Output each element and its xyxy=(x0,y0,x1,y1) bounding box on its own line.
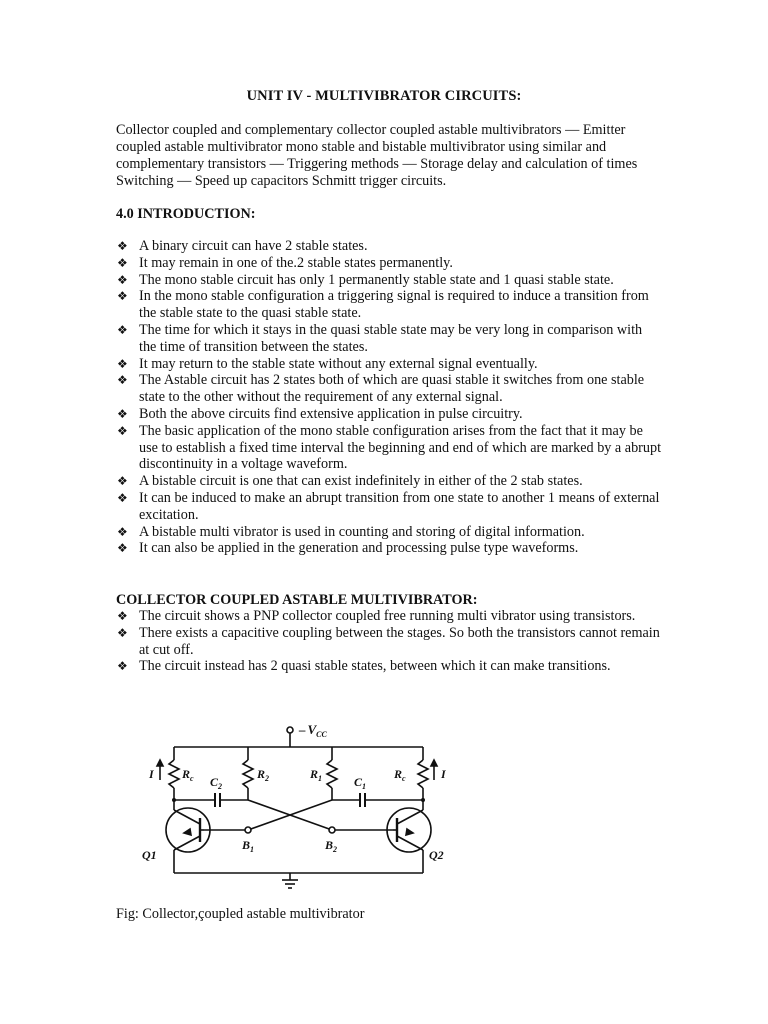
diamond-bullet-icon: ❖ xyxy=(117,524,128,539)
b2-label: B xyxy=(325,838,334,852)
current-i-right-label: I xyxy=(441,767,446,781)
collector-coupled-bullet-list xyxy=(116,608,661,675)
bullet-item xyxy=(116,288,661,322)
diamond-bullet-icon: ❖ xyxy=(117,625,128,640)
bullet-item xyxy=(116,658,661,675)
bullet-text: It can also be applied in the generation and processing pulse type waveforms. xyxy=(139,540,579,557)
bullet-item xyxy=(116,423,661,473)
b1-label: B xyxy=(242,838,251,852)
diamond-bullet-icon: ❖ xyxy=(117,474,128,489)
svg-text:C1 xyxy=(354,775,366,791)
vcc-minus-sign: – xyxy=(299,722,306,737)
bullet-text: The circuit shows a PNP collector coupled free running multi vibrator using transistors. xyxy=(139,608,636,624)
b1-subscript: 1 xyxy=(250,845,255,854)
diamond-bullet-icon: ❖ xyxy=(117,289,128,304)
bullet-text: The time for which it stays in the quasi stable state may be very long in comparison with the time of transition between the states. xyxy=(139,321,643,355)
vcc-terminal xyxy=(287,722,328,747)
r2-label: R xyxy=(257,767,266,781)
r1-label: R xyxy=(310,767,319,781)
svg-text:B2 xyxy=(324,838,337,854)
bullet-text: The mono stable circuit has only 1 permanently stable state and 1 quasi stable state. xyxy=(139,271,614,288)
diamond-bullet-icon: ❖ xyxy=(117,659,128,674)
rc-right-subscript: c xyxy=(402,774,406,783)
bullet-item xyxy=(116,540,661,557)
diamond-bullet-icon: ❖ xyxy=(117,423,128,438)
b2-subscript: 2 xyxy=(333,845,338,854)
svg-text:–VCC xyxy=(298,722,328,739)
q1-label: Q1 xyxy=(142,848,157,862)
base-node-b1 xyxy=(204,827,254,854)
bullet-item xyxy=(116,356,661,373)
vcc-subscript: CC xyxy=(316,730,327,739)
bullet-text: Both the above circuits find extensive application in pulse circuitry. xyxy=(139,405,523,422)
bullet-item xyxy=(116,372,661,406)
section-heading-introduction: 4.0 INTRODUCTION: xyxy=(116,206,256,222)
diamond-bullet-icon: ❖ xyxy=(117,406,128,421)
bullet-text: It can be induced to make an abrupt transition from one state to another 1 means of external excitation. xyxy=(139,489,660,523)
bullet-item xyxy=(116,625,661,659)
bullet-text: The Astable circuit has 2 states both of which are quasi stable it switches from one stable state to the other without the requirement of any external signal. xyxy=(139,372,645,406)
diamond-bullet-icon: ❖ xyxy=(117,239,128,253)
diamond-bullet-icon: ❖ xyxy=(117,490,128,505)
transistor-q1 xyxy=(142,800,210,873)
figure-caption: Fig: Collector,çoupled astable multivibrator xyxy=(116,906,365,922)
resistor-rc-right xyxy=(393,747,447,800)
bullet-item xyxy=(116,406,661,423)
ground-symbol xyxy=(282,873,298,888)
diamond-bullet-icon: ❖ xyxy=(117,255,128,270)
bullet-text: It may remain in one of the.2 stable states permanently. xyxy=(139,254,453,271)
diamond-bullet-icon: ❖ xyxy=(117,272,128,287)
svg-text:Rc xyxy=(181,767,194,783)
bullet-item xyxy=(116,473,661,490)
svg-text:C2 xyxy=(210,775,222,791)
transistor-q2 xyxy=(387,800,444,873)
bullet-item xyxy=(116,238,661,255)
bullet-text: A bistable multi vibrator is used in counting and storing of digital information. xyxy=(139,523,585,540)
svg-text:B1 xyxy=(241,838,254,854)
diamond-bullet-icon: ❖ xyxy=(117,541,128,556)
multivibrator-circuit-diagram xyxy=(138,716,448,896)
bullet-item xyxy=(116,322,661,356)
resistor-r1 xyxy=(309,747,337,800)
bullet-text: There exists a capacitive coupling between the stages. So both the transistors cannot remain at cut off. xyxy=(139,624,660,658)
cross-coupling-wires xyxy=(248,800,332,830)
diamond-bullet-icon: ❖ xyxy=(117,373,128,388)
diamond-bullet-icon: ❖ xyxy=(117,356,128,371)
diamond-bullet-icon: ❖ xyxy=(117,322,128,337)
q2-label: Q2 xyxy=(429,848,444,862)
c2-label: C xyxy=(210,775,219,789)
current-i-left-label: I xyxy=(149,767,154,781)
bullet-text: A bistable circuit is one that can exist indefinitely in either of the 2 stab states. xyxy=(139,473,583,490)
svg-text:Rc xyxy=(393,767,406,783)
bullet-item xyxy=(116,255,661,272)
section-heading-collector-coupled: COLLECTOR COUPLED ASTABLE MULTIVIBRATOR: xyxy=(116,592,478,608)
introduction-bullet-list xyxy=(116,238,661,557)
diamond-bullet-icon: ❖ xyxy=(117,609,128,623)
c2-subscript: 2 xyxy=(218,782,223,791)
bullet-item xyxy=(116,524,661,541)
resistor-rc-left xyxy=(148,747,194,800)
svg-text:R1 xyxy=(309,767,322,783)
rc-left-label: R xyxy=(182,767,191,781)
unit-syllabus-paragraph: Collector coupled and complementary collector coupled astable multivibrators — Emitter coupled astable multivibrator mono stable and bistable multivibrator using similar and complementary transistors — Triggering methods — Storage delay and calculation of times Switching — Speed up capacitors Schmitt trigger circuits. xyxy=(116,122,638,189)
rc-right-label: R xyxy=(394,767,403,781)
rc-left-subscript: c xyxy=(190,774,194,783)
base-node-b2 xyxy=(324,827,393,854)
bullet-text: The circuit instead has 2 quasi stable states, between which it can make transitions. xyxy=(139,658,611,675)
c1-subscript: 1 xyxy=(362,782,367,791)
page-title: UNIT IV - MULTIVIBRATOR CIRCUITS: xyxy=(246,88,522,104)
bullet-text: The basic application of the mono stable configuration arises from the fact that it may be use to establish a fixed time interval the beginning and end of which are marked by a abrupt discontinuity in a voltage waveform. xyxy=(139,422,662,473)
r1-subscript: 1 xyxy=(318,774,323,783)
bullet-text: A binary circuit can have 2 stable states. xyxy=(139,238,368,254)
c1-label: C xyxy=(354,775,363,789)
vcc-symbol: V xyxy=(307,722,317,737)
capacitor-c1 xyxy=(332,775,423,807)
svg-text:R2 xyxy=(256,767,269,783)
bullet-item xyxy=(116,490,661,524)
resistor-r2 xyxy=(243,747,269,800)
bullet-text: It may return to the stable state without any external signal eventually. xyxy=(139,355,538,372)
bullet-text: In the mono stable configuration a triggering signal is required to induce a transition from the stable state to the quasi stable state. xyxy=(139,288,649,322)
bullet-item xyxy=(116,608,661,625)
r2-subscript: 2 xyxy=(265,774,270,783)
bullet-item xyxy=(116,272,661,289)
